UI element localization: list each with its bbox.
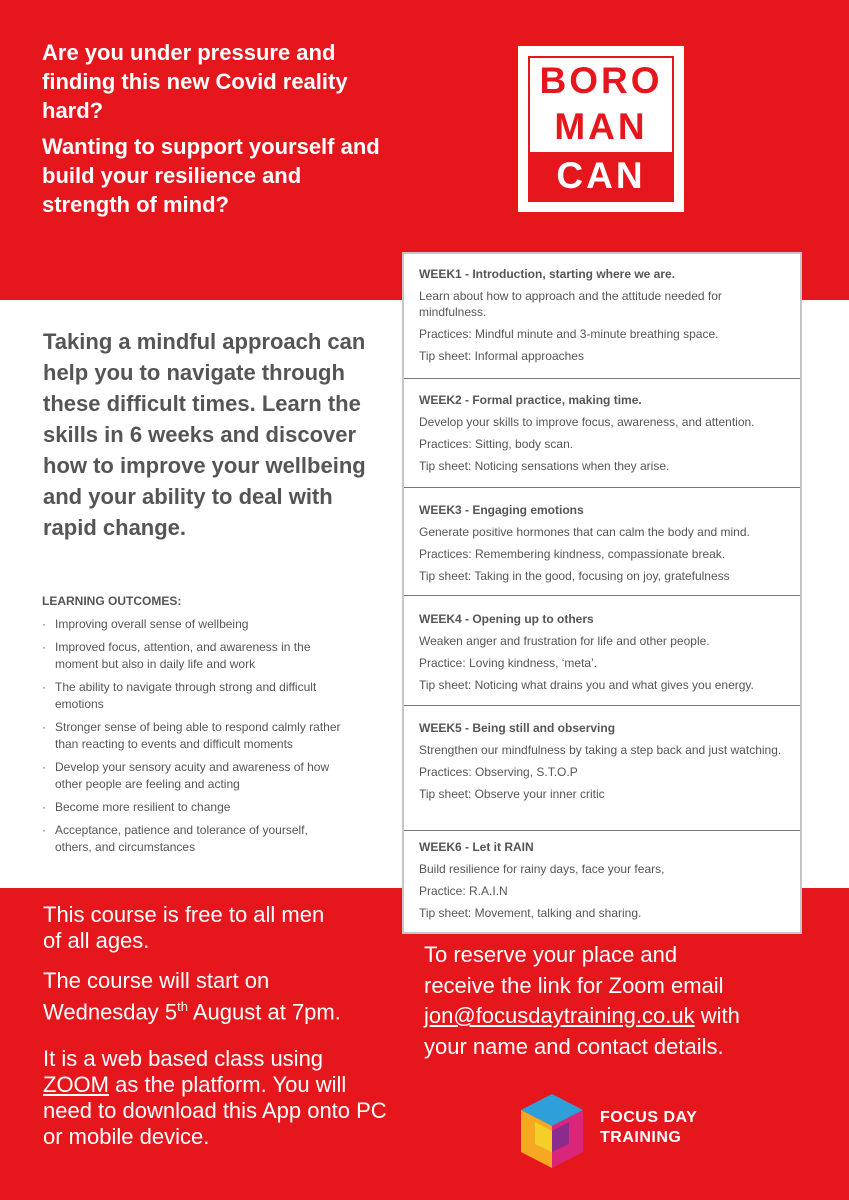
week-title: WEEK1 - Introduction, starting where we are. — [419, 267, 676, 281]
week-description: Weaken anger and frustration for life and other people. — [419, 634, 710, 648]
week-6 — [419, 839, 789, 927]
outcome-item: · Improved focus, attention, and awareness in the moment but also in daily life and work — [42, 639, 342, 673]
web-class-text — [43, 1046, 388, 1150]
outcome-item: · Become more resilient to change — [42, 799, 342, 816]
week-divider — [404, 595, 800, 596]
week-divider — [404, 705, 800, 706]
week-description: Generate positive hormones that can calm the body and mind. — [419, 525, 750, 539]
week-description: Build resilience for rainy days, face your fears, — [419, 862, 665, 876]
week-title: WEEK6 - Let it RAIN — [419, 840, 534, 854]
boro-man-can-logo — [518, 46, 684, 212]
reserve-place-text — [424, 940, 749, 1062]
learning-outcomes — [42, 594, 342, 862]
outcome-item: · Improving overall sense of wellbeing — [42, 616, 342, 633]
week-2 — [419, 392, 789, 480]
logo-word-man: MAN — [554, 106, 648, 147]
week-tip-sheet: Tip sheet: Noticing what drains you and what gives you energy. — [419, 678, 754, 692]
learning-outcomes-list — [42, 616, 342, 856]
weekly-schedule-panel — [402, 252, 802, 934]
logo-word-boro: BORO — [539, 60, 663, 101]
course-start-text — [43, 968, 388, 1025]
week-tip-sheet: Tip sheet: Movement, talking and sharing. — [419, 906, 642, 920]
logo-frame — [528, 56, 674, 202]
week-description: Learn about how to approach and the attitude needed for mindfulness. — [419, 289, 722, 319]
outcome-item: · Develop your sensory acuity and awareness of how other people are feeling and acting — [42, 759, 342, 793]
reserve-prefix: To reserve your place and receive the link for Zoom email — [424, 942, 724, 998]
week-tip-sheet: Tip sheet: Observe your inner critic — [419, 787, 605, 801]
date-suffix: th — [177, 999, 188, 1014]
week-divider — [404, 830, 800, 831]
week-tip-sheet: Tip sheet: Taking in the good, focusing on joy, gratefulness — [419, 569, 730, 583]
outcome-item: · The ability to navigate through strong and difficult emotions — [42, 679, 342, 713]
week-description: Strengthen our mindfulness by taking a step back and just watching. — [419, 743, 782, 757]
week-practices: Practice: R.A.I.N — [419, 884, 508, 898]
week-practices: Practices: Sitting, body scan. — [419, 437, 574, 451]
week-tip-sheet: Tip sheet: Noticing sensations when they arise. — [419, 459, 670, 473]
week-divider — [404, 487, 800, 488]
focus-day-training-wordmark — [600, 1108, 697, 1148]
week-tip-sheet: Tip sheet: Informal approaches — [419, 349, 584, 363]
logo-word-can: CAN — [530, 152, 672, 200]
week-5 — [419, 720, 789, 808]
week-practices: Practices: Observing, S.T.O.P — [419, 765, 578, 779]
reserve-suffix: with your name and contact details. — [424, 1003, 740, 1059]
headline-question-1: Are you under pressure and finding this new Covid reality hard? — [42, 40, 348, 123]
week-practices: Practices: Remembering kindness, compassionate break. — [419, 547, 726, 561]
week-description: Develop your skills to improve focus, awareness, and attention. — [419, 415, 755, 429]
contact-email-link[interactable]: jon@focusdaytraining.co.uk — [424, 1003, 695, 1028]
outcome-item: · Acceptance, patience and tolerance of yourself, others, and circumstances — [42, 822, 342, 856]
course-start-prefix: The course will start on Wednesday 5 — [43, 968, 270, 1025]
web-class-suffix: as the platform. You will need to download this App onto PC or mobile device. — [43, 1072, 387, 1149]
week-title: WEEK5 - Being still and observing — [419, 721, 616, 735]
headline — [42, 38, 392, 219]
week-title: WEEK2 - Formal practice, making time. — [419, 393, 642, 407]
headline-question-2: Wanting to support yourself and build your resilience and strength of mind? — [42, 134, 380, 217]
brand-line-2: TRAINING — [600, 1129, 682, 1146]
week-4 — [419, 611, 789, 699]
intro-text: Taking a mindful approach can help you to navigate through these difficult times. Learn the skills in 6 weeks and discover how to improve your wellbeing and your ability to deal with rapid change. — [43, 329, 366, 540]
focus-day-training-logo — [517, 1092, 717, 1170]
week-1 — [419, 266, 789, 370]
week-practices: Practices: Mindful minute and 3-minute breathing space. — [419, 327, 719, 341]
week-practices: Practice: Loving kindness, ‘meta’. — [419, 656, 598, 670]
focus-day-cube-icon — [517, 1092, 587, 1170]
week-divider — [404, 378, 800, 379]
week-title: WEEK3 - Engaging emotions — [419, 503, 584, 517]
free-course-text: This course is free to all men of all ages. — [43, 902, 325, 953]
zoom-link[interactable]: ZOOM — [43, 1072, 109, 1097]
learning-outcomes-title: LEARNING OUTCOMES: — [42, 594, 182, 608]
week-3 — [419, 502, 789, 590]
week-title: WEEK4 - Opening up to others — [419, 612, 594, 626]
course-start-suffix: August at 7pm. — [187, 999, 341, 1025]
web-class-prefix: It is a web based class using — [43, 1046, 324, 1071]
outcome-item: · Stronger sense of being able to respond calmly rather than reacting to events and difficult moments — [42, 719, 342, 753]
brand-line-1: FOCUS DAY — [600, 1109, 698, 1126]
